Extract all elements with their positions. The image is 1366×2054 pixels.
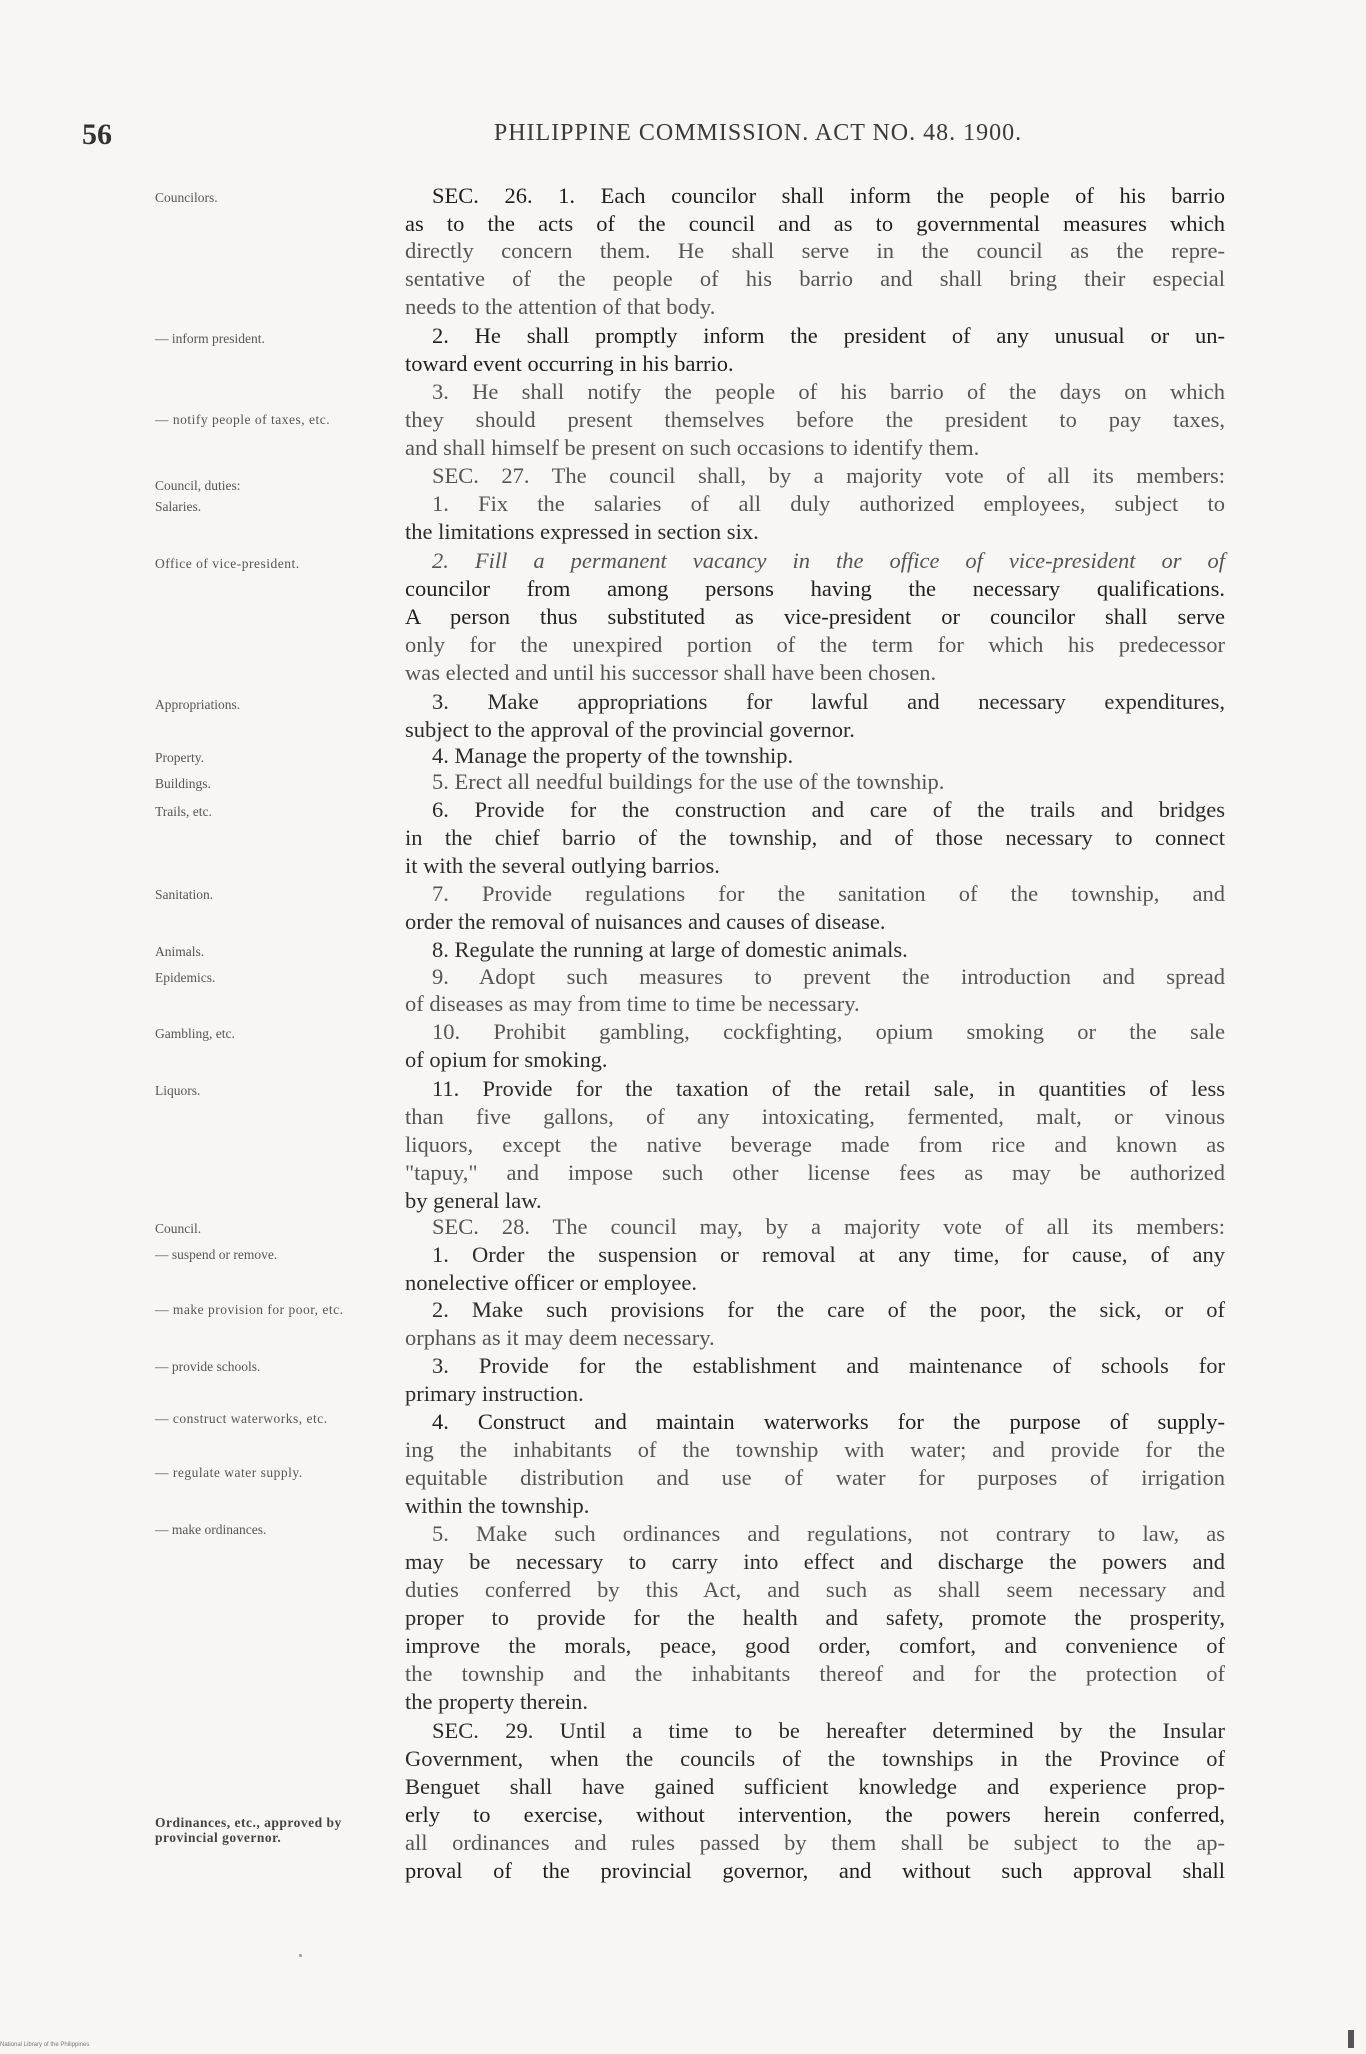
text-line: 3. Make appropriations for lawful and necessary expenditures,: [432, 689, 1225, 714]
margin-note: Liquors.: [155, 1083, 201, 1098]
text-line: needs to the attention of that body.: [405, 294, 716, 319]
text-line: toward event occurring in his barrio.: [405, 351, 734, 376]
text-line: 11. Provide for the taxation of the retail sale, in quantities of less: [432, 1076, 1225, 1101]
margin-note: Sanitation.: [155, 887, 214, 902]
text-line: councilor from among persons having the necessary qualifications.: [405, 576, 1225, 601]
text-line: primary instruction.: [405, 1381, 584, 1406]
margin-note: Epidemics.: [155, 970, 216, 985]
paper-speck: [299, 1954, 302, 1957]
text-line: 6. Provide for the construction and care of the trails and bridges: [432, 797, 1225, 822]
text-line: ing the inhabitants of the township with water; and provide for the: [405, 1437, 1225, 1462]
text-line: 2. Make such provisions for the care of the poor, the sick, or of: [432, 1297, 1225, 1322]
text-line: all ordinances and rules passed by them shall be subject to the ap-: [405, 1830, 1225, 1855]
text-line: than five gallons, of any intoxicating, fermented, malt, or vinous: [405, 1104, 1225, 1129]
margin-note: — make ordinances.: [155, 1522, 267, 1537]
margin-note: Trails, etc.: [155, 804, 212, 819]
text-line: 1. Order the suspension or removal at any time, for cause, of any: [432, 1242, 1225, 1267]
margin-note: — inform president.: [155, 331, 265, 346]
text-line: Benguet shall have gained sufficient knowledge and experience prop-: [405, 1774, 1225, 1799]
text-line: 5. Make such ordinances and regulations, not contrary to law, as: [432, 1521, 1225, 1546]
text-line: 5. Erect all needful buildings for the use of the township.: [432, 769, 945, 794]
text-line: 1. Fix the salaries of all duly authorized employees, subject to: [432, 491, 1225, 516]
text-line: and shall himself be present on such occasions to identify them.: [405, 435, 980, 460]
text-line: Government, when the councils of the townships in the Province of: [405, 1746, 1225, 1771]
page-edge-marker: [1348, 2030, 1354, 2048]
page-number: 56: [82, 118, 112, 151]
text-line: 2. He shall promptly inform the president of any unusual or un-: [432, 323, 1225, 348]
margin-note: Salaries.: [155, 499, 202, 514]
text-line: 10. Prohibit gambling, cockfighting, opium smoking or the sale: [432, 1019, 1225, 1044]
text-line: equitable distribution and use of water for purposes of irrigation: [405, 1465, 1225, 1490]
text-line: "tapuy," and impose such other license fees as may be authorized: [405, 1160, 1225, 1185]
margin-note: — regulate water supply.: [155, 1465, 303, 1480]
margin-note: Property.: [155, 750, 204, 765]
text-line: 9. Adopt such measures to prevent the introduction and spread: [432, 964, 1225, 989]
text-line: 2. Fill a permanent vacancy in the office of vice-president or of: [432, 548, 1225, 573]
text-line: of diseases as may from time to time be necessary.: [405, 991, 860, 1016]
text-line: the limitations expressed in section six.: [405, 519, 759, 544]
text-line: SEC. 27. The council shall, by a majority vote of all its members:: [432, 463, 1225, 488]
text-line: erly to exercise, without intervention, the powers herein conferred,: [405, 1802, 1225, 1827]
text-line: of opium for smoking.: [405, 1047, 608, 1072]
text-line: nonelective officer or employee.: [405, 1270, 697, 1295]
text-line: the township and the inhabitants thereof and for the protection of: [405, 1661, 1225, 1686]
text-line: subject to the approval of the provincial governor.: [405, 717, 855, 742]
margin-note: — make provision for poor, etc.: [155, 1302, 344, 1317]
text-line: 4. Manage the property of the township.: [432, 743, 794, 768]
text-line: sentative of the people of his barrio and shall bring their especial: [405, 266, 1225, 291]
library-stamp: National Library of the Philippines: [0, 2042, 90, 2048]
text-line: as to the acts of the council and as to governmental measures which: [405, 211, 1225, 236]
margin-note: Office of vice-president.: [155, 556, 300, 571]
text-line: 4. Construct and maintain waterworks for the purpose of supply-: [432, 1409, 1225, 1434]
margin-note: Ordinances, etc., approved by provincial governor.: [155, 1815, 342, 1845]
margin-note: Council, duties:: [155, 478, 241, 493]
margin-note: Council.: [155, 1221, 202, 1236]
text-line: SEC. 26. 1. Each councilor shall inform the people of his barrio: [432, 183, 1225, 208]
text-line: 7. Provide regulations for the sanitation of the township, and: [432, 881, 1225, 906]
text-line: was elected and until his successor shall have been chosen.: [405, 660, 937, 685]
text-line: order the removal of nuisances and causes of disease.: [405, 909, 886, 934]
margin-note: — notify people of taxes, etc.: [155, 412, 331, 427]
margin-note: — provide schools.: [155, 1359, 261, 1374]
text-line: improve the morals, peace, good order, comfort, and convenience of: [405, 1633, 1225, 1658]
text-line: SEC. 29. Until a time to be hereafter determined by the Insular: [432, 1718, 1225, 1743]
margin-note: — suspend or remove.: [155, 1247, 278, 1262]
text-line: duties conferred by this Act, and such as shall seem necessary and: [405, 1577, 1225, 1602]
margin-note: Appropriations.: [155, 697, 241, 712]
text-line: proper to provide for the health and safety, promote the prosperity,: [405, 1605, 1225, 1630]
margin-note: Buildings.: [155, 776, 211, 791]
margin-note: Gambling, etc.: [155, 1026, 235, 1041]
text-line: proval of the provincial governor, and without such approval shall: [405, 1858, 1225, 1883]
text-line: 3. Provide for the establishment and maintenance of schools for: [432, 1353, 1225, 1378]
text-line: may be necessary to carry into effect and discharge the powers and: [405, 1549, 1225, 1574]
text-line: they should present themselves before the president to pay taxes,: [405, 407, 1225, 432]
text-line: only for the unexpired portion of the term for which his predecessor: [405, 632, 1225, 657]
text-line: it with the several outlying barrios.: [405, 853, 720, 878]
text-line: orphans as it may deem necessary.: [405, 1325, 715, 1350]
text-line: liquors, except the native beverage made from rice and known as: [405, 1132, 1225, 1157]
text-line: by general law.: [405, 1188, 542, 1213]
margin-note: Councilors.: [155, 190, 218, 205]
margin-note: — construct waterworks, etc.: [155, 1411, 328, 1426]
text-line: in the chief barrio of the township, and of those necessary to connect: [405, 825, 1225, 850]
margin-note: Animals.: [155, 944, 205, 959]
text-line: within the township.: [405, 1493, 590, 1518]
text-line: 8. Regulate the running at large of domestic animals.: [432, 937, 908, 962]
text-line: 3. He shall notify the people of his barrio of the days on which: [432, 379, 1225, 404]
running-head: PHILIPPINE COMMISSION. ACT NO. 48. 1900.: [493, 120, 1023, 146]
text-line: the property therein.: [405, 1689, 589, 1714]
text-line: directly concern them. He shall serve in the council as the repre-: [405, 238, 1225, 263]
text-line: A person thus substituted as vice-president or councilor shall serve: [405, 604, 1225, 629]
text-line: SEC. 28. The council may, by a majority vote of all its members:: [432, 1214, 1225, 1239]
